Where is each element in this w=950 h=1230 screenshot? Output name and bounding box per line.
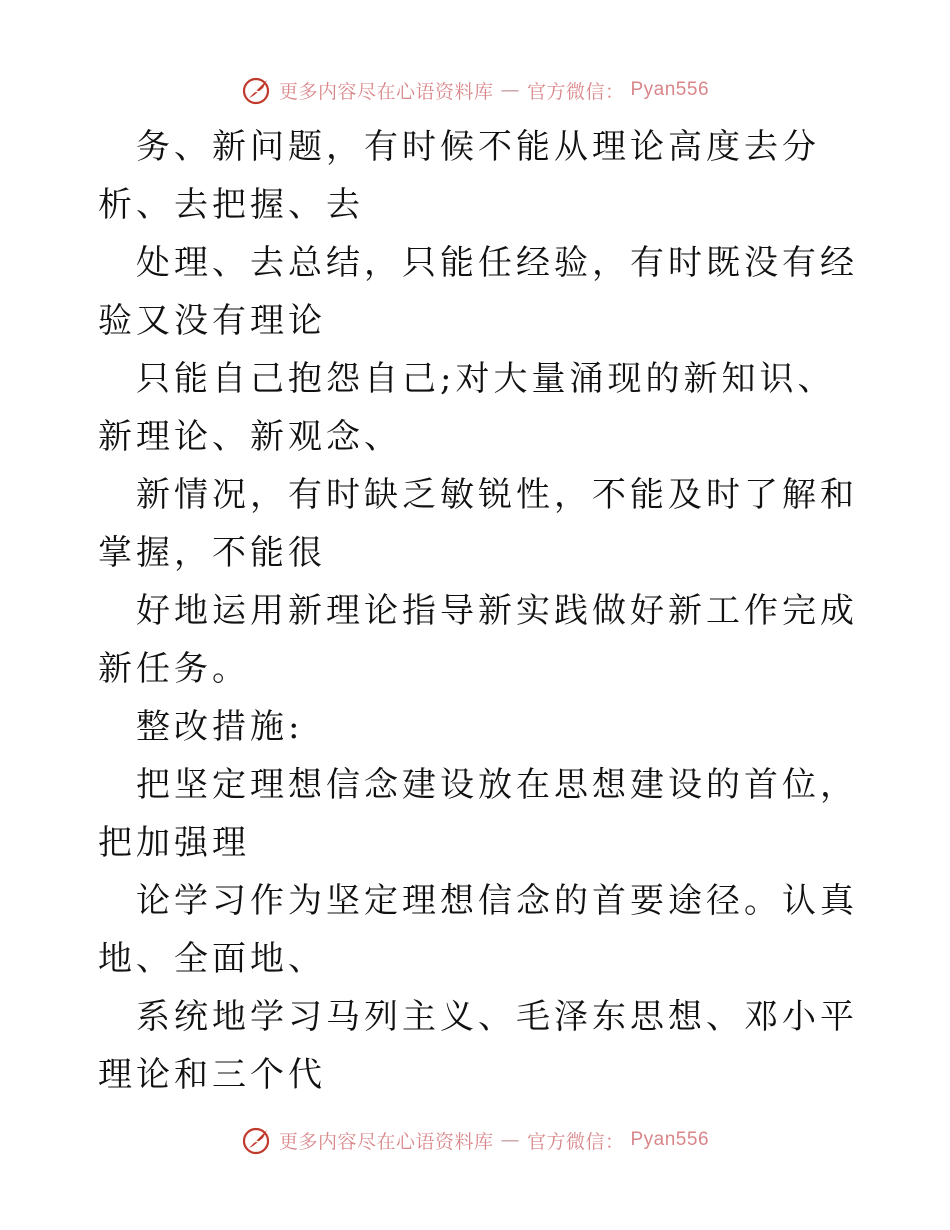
- watermark-separator: —: [500, 79, 520, 101]
- paragraph-8: 论学习作为坚定理想信念的首要途径。认真地、全面地、: [98, 881, 858, 979]
- watermark-brand-text: 更多内容尽在心语资料库: [278, 80, 494, 103]
- footer-watermark: [0, 1120, 950, 1160]
- quill-logo-icon: [241, 74, 273, 106]
- quill-logo-icon: [241, 1124, 273, 1156]
- paragraph-3: 只能自己抱怨自己;对大量涌现的新知识、新理论、新观念、: [98, 359, 836, 457]
- watermark-contact-label: 官方微信：: [526, 80, 625, 103]
- watermark-contact-account: Pyan556: [630, 79, 710, 100]
- paragraph-1: 务、新问题，有时候不能从理论高度去分析、去把握、去: [98, 127, 820, 225]
- paragraph-9: 系统地学习马列主义、毛泽东思想、邓小平理论和三个代: [98, 997, 858, 1095]
- watermark-contact-label: 官方微信：: [526, 1130, 625, 1153]
- header-watermark: [0, 70, 950, 110]
- watermark-separator: —: [500, 1129, 520, 1151]
- paragraph-7: 把坚定理想信念建设放在思想建设的首位，把加强理: [98, 765, 858, 863]
- paragraph-4: 新情况，有时缺乏敏锐性，不能及时了解和掌握，不能很: [98, 475, 858, 573]
- section-heading-rectification: 整改措施:: [136, 707, 304, 747]
- document-body: [98, 118, 858, 1104]
- paragraph-2: 处理、去总结，只能任经验，有时既没有经验又没有理论: [98, 243, 858, 341]
- paragraph-5: 好地运用新理论指导新实践做好新工作完成新任务。: [98, 591, 858, 689]
- watermark-contact-account: Pyan556: [630, 1129, 710, 1150]
- watermark-brand-text: 更多内容尽在心语资料库: [278, 1130, 494, 1153]
